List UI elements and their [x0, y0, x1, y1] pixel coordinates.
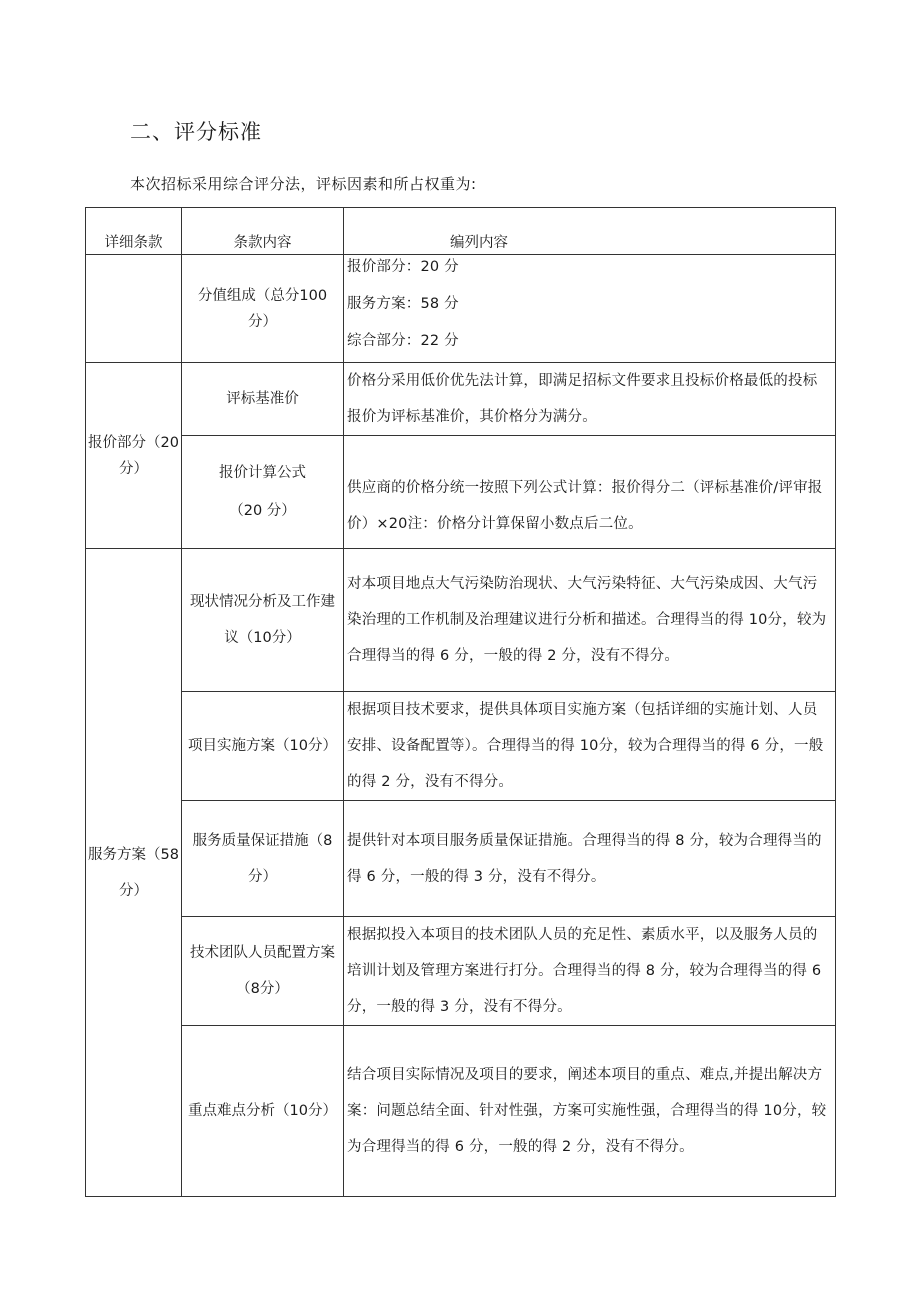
table-row: [86, 917, 836, 1026]
item-price-baseline: 评标基准价: [182, 363, 344, 436]
score-line: 服务方案：58 分: [347, 296, 459, 312]
item-status-analysis: 现状情况分析及工作建议（10分）: [182, 549, 344, 692]
section-title: 二、评分标准: [130, 120, 262, 144]
content-quality-assurance: 提供针对本项目服务质量保证措施。合理得当的得 8 分，较为合理得当的得 6 分，一般的得 3 分，没有不得分。: [344, 801, 836, 917]
content-key-difficulties: 结合项目实际情况及项目的要求，阐述本项目的重点、难点,并提出解决方案：问题总结全面、针对性强，方案可实施性强，合理得当的得 10分，较为合理得当的得 6 分，一般的得 2 分，没有不得分。: [344, 1026, 836, 1197]
item-team-staffing: 技术团队人员配置方案（8分）: [182, 917, 344, 1026]
content-price-formula: 供应商的价格分统一按照下列公式计算：报价得分二（评标基准价/评审报价）×20注：价格分计算保留小数点后二位。: [344, 436, 836, 549]
header-content: 编列内容: [344, 208, 836, 255]
header-detail: 详细条款: [86, 208, 182, 255]
item-quality-assurance: 服务质量保证措施（8分）: [182, 801, 344, 917]
item-price-formula-line1: 报价计算公式: [219, 465, 306, 481]
item-price-formula-line2: （20 分）: [229, 503, 296, 519]
item-implementation-plan: 项目实施方案（10分）: [182, 692, 344, 801]
table-row: [86, 692, 836, 801]
content-price-baseline: 价格分采用低价优先法计算，即满足招标文件要求且投标价格最低的投标报价为评标基准价，其价格分为满分。: [344, 363, 836, 436]
score-line: 综合部分：22 分: [347, 333, 459, 349]
table-header-row: [86, 208, 836, 255]
item-key-difficulties: 重点难点分析（10分）: [182, 1026, 344, 1197]
item-score-composition: 分值组成（总分100分）: [182, 255, 344, 363]
content-status-analysis: 对本项目地点大气污染防治现状、大气污染特征、大气污染成因、大气污染治理的工作机制及治理建议进行分析和描述。合理得当的得 10分，较为合理得当的得 6 分，一般的得 2 分，没有不得分。: [344, 549, 836, 692]
table-row: [86, 363, 836, 436]
header-item: 条款内容: [182, 208, 344, 255]
intro-text: 本次招标采用综合评分法，评标因素和所占权重为:: [130, 175, 477, 193]
category-service: 服务方案（58分）: [86, 549, 182, 1197]
empty-category-cell: [86, 255, 182, 363]
table-row: [86, 549, 836, 692]
content-implementation-plan: 根据项目技术要求，提供具体项目实施方案（包括详细的实施计划、人员安排、设备配置等）。合理得当的得 10分，较为合理得当的得 6 分，一般的得 2 分，没有不得分。: [344, 692, 836, 801]
table-row: [86, 436, 836, 549]
category-price: 报价部分（20分）: [86, 363, 182, 549]
item-price-formula: [182, 436, 344, 549]
scoring-table: [85, 207, 836, 1197]
score-line: 报价部分：20 分: [347, 259, 459, 275]
table-row: [86, 1026, 836, 1197]
content-score-composition: [344, 255, 836, 363]
table-row: [86, 801, 836, 917]
content-team-staffing: 根据拟投入本项目的技术团队人员的充足性、素质水平，以及服务人员的培训计划及管理方案进行打分。合理得当的得 8 分，较为合理得当的得 6 分，一般的得 3 分，没有不得分。: [344, 917, 836, 1026]
table-row: [86, 255, 836, 363]
